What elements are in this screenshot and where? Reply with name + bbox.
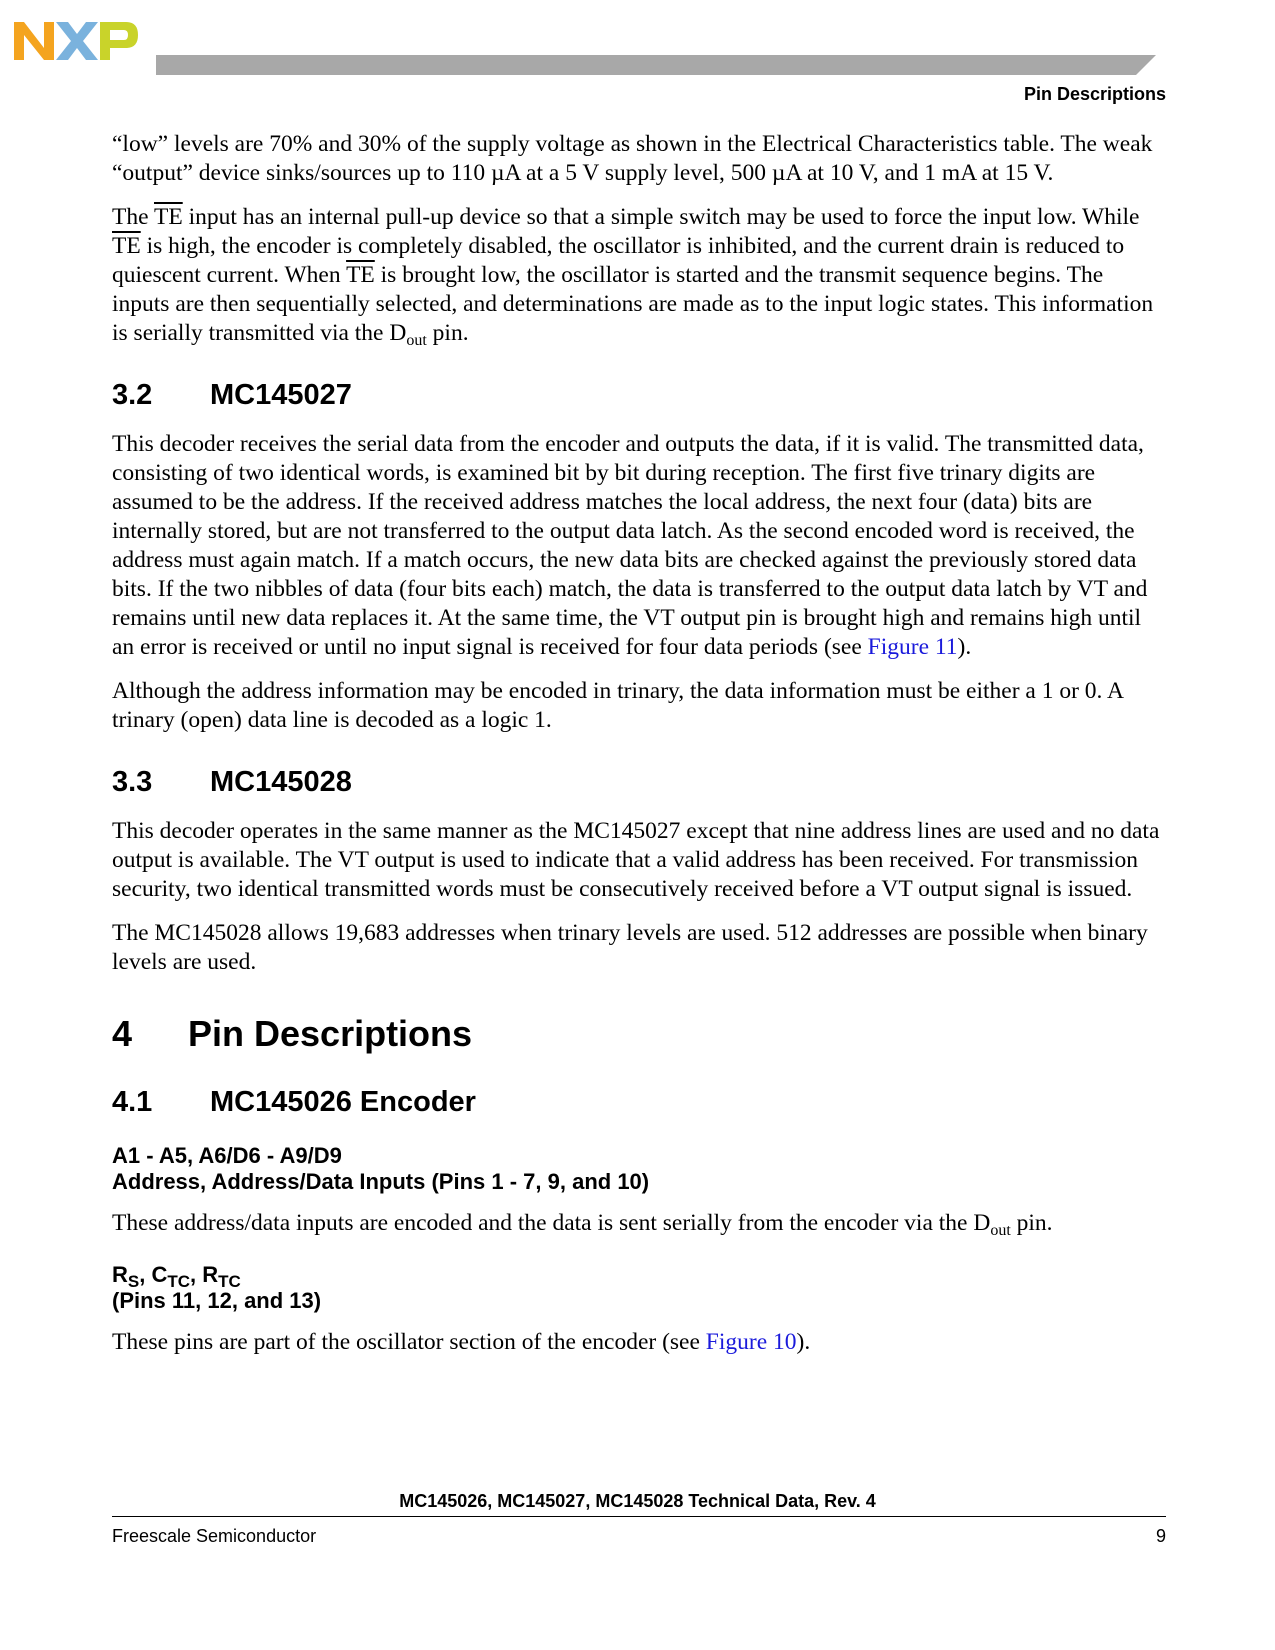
subsection-heading: $R_S$, $C_{TC}$, $R_{TC}$ (Pins 11, 12, and 13) [112,1262,322,1313]
paragraph: These pins are part of the oscillator section of the encoder (see Figure 10). [112,1329,811,1355]
paragraph: “low” levels are 70% and 30% of the supply voltage as shown in the Electrical Characteristics table. The weak “output” device sinks/sources up to 110 µA at a 5 V supply level, 500 µA at 10 V, and 1 mA at 15 V. [112,131,1153,186]
figure-11-link[interactable]: Figure 11 [867,634,958,660]
paragraph: This decoder operates in the same manner as the MC145027 except that nine address lines are used and no data output is available. The VT output is used to indicate that a valid address has been received. For transmission security, two identical transmitted words must be consecutively received before a VT output signal is issued. [112,818,1160,902]
figure-10-link[interactable]: Figure 10 [705,1329,797,1355]
te-signal: $\overline{TE}$ [346,262,375,288]
footer-rule [112,1516,1166,1517]
page-number: 9 [1155,1526,1166,1546]
subsection-heading: A1 - A5, A6/D6 - A9/D9 Address, Address/Data Inputs (Pins 1 - 7, 9, and 10) [112,1143,650,1194]
paragraph: The MC145028 allows 19,683 addresses when trinary levels are used. 512 addresses are possible when binary levels are used. [112,920,1148,975]
footer-doc-title: MC145026, MC145027, MC145028 Technical Data, Rev. 4 [399,1491,876,1511]
paragraph: Although the address information may be encoded in trinary, the data information must be either a 1 or 0. A trinary (open) data line is decoded as a logic 1. [112,678,1123,733]
paragraph: This decoder receives the serial data from the encoder and outputs the data, if it is valid. The transmitted data, consisting of two identical words, is examined bit by bit during reception. The first five trinary digits are assumed to be the address. If the received address matches the local address, the next four (data) bits are internally stored, but are not transferred to the output data latch. As the second encoded word is received, the address must again match. If a match occurs, the new data bits are checked against the previously stored data bits. If the two nibbles of data (four bits each) match, the data is transferred to the output data latch by VT and remains until new data replaces it. At the same time, the VT output pin is brought high and remains high until an error is received or until no input signal is received for four data periods (see Figure 11). [112,431,1148,660]
running-head: Pin Descriptions [1023,84,1166,104]
paragraph: The $\overline{TE}$ input has an internal pull-up device so that a simple switch may be used to force the input low. While $\overline{TE}$ is high, the encoder is completely disabled, the oscillator is inhibited, and the current drain is reduced to quiescent current. When $\overline{TE}$ is brought low, the oscillator is started and the transmit sequence begins. The inputs are then sequentially selected, and determinations are made as to the input logic states. This information is serially transmitted via the $D_{out}$ pin. [112,204,1154,349]
section-heading: 4.1 MC145026 Encoder [112,1086,476,1118]
footer-company: Freescale Semiconductor [112,1526,317,1546]
chapter-heading: 4 Pin Descriptions [112,1013,473,1054]
body-text [112,130,1166,1372]
nxp-logo [14,18,138,64]
te-signal: $\overline{TE}$ [154,204,183,230]
section-heading: 3.3 MC145028 [112,766,352,798]
paragraph: These address/data inputs are encoded and the data is sent serially from the encoder via the $D_{out}$ pin. [112,1210,1053,1239]
section-heading: 3.2 MC145027 [112,379,352,411]
te-signal: $\overline{TE}$ [112,233,141,259]
header-bar [156,55,1156,75]
